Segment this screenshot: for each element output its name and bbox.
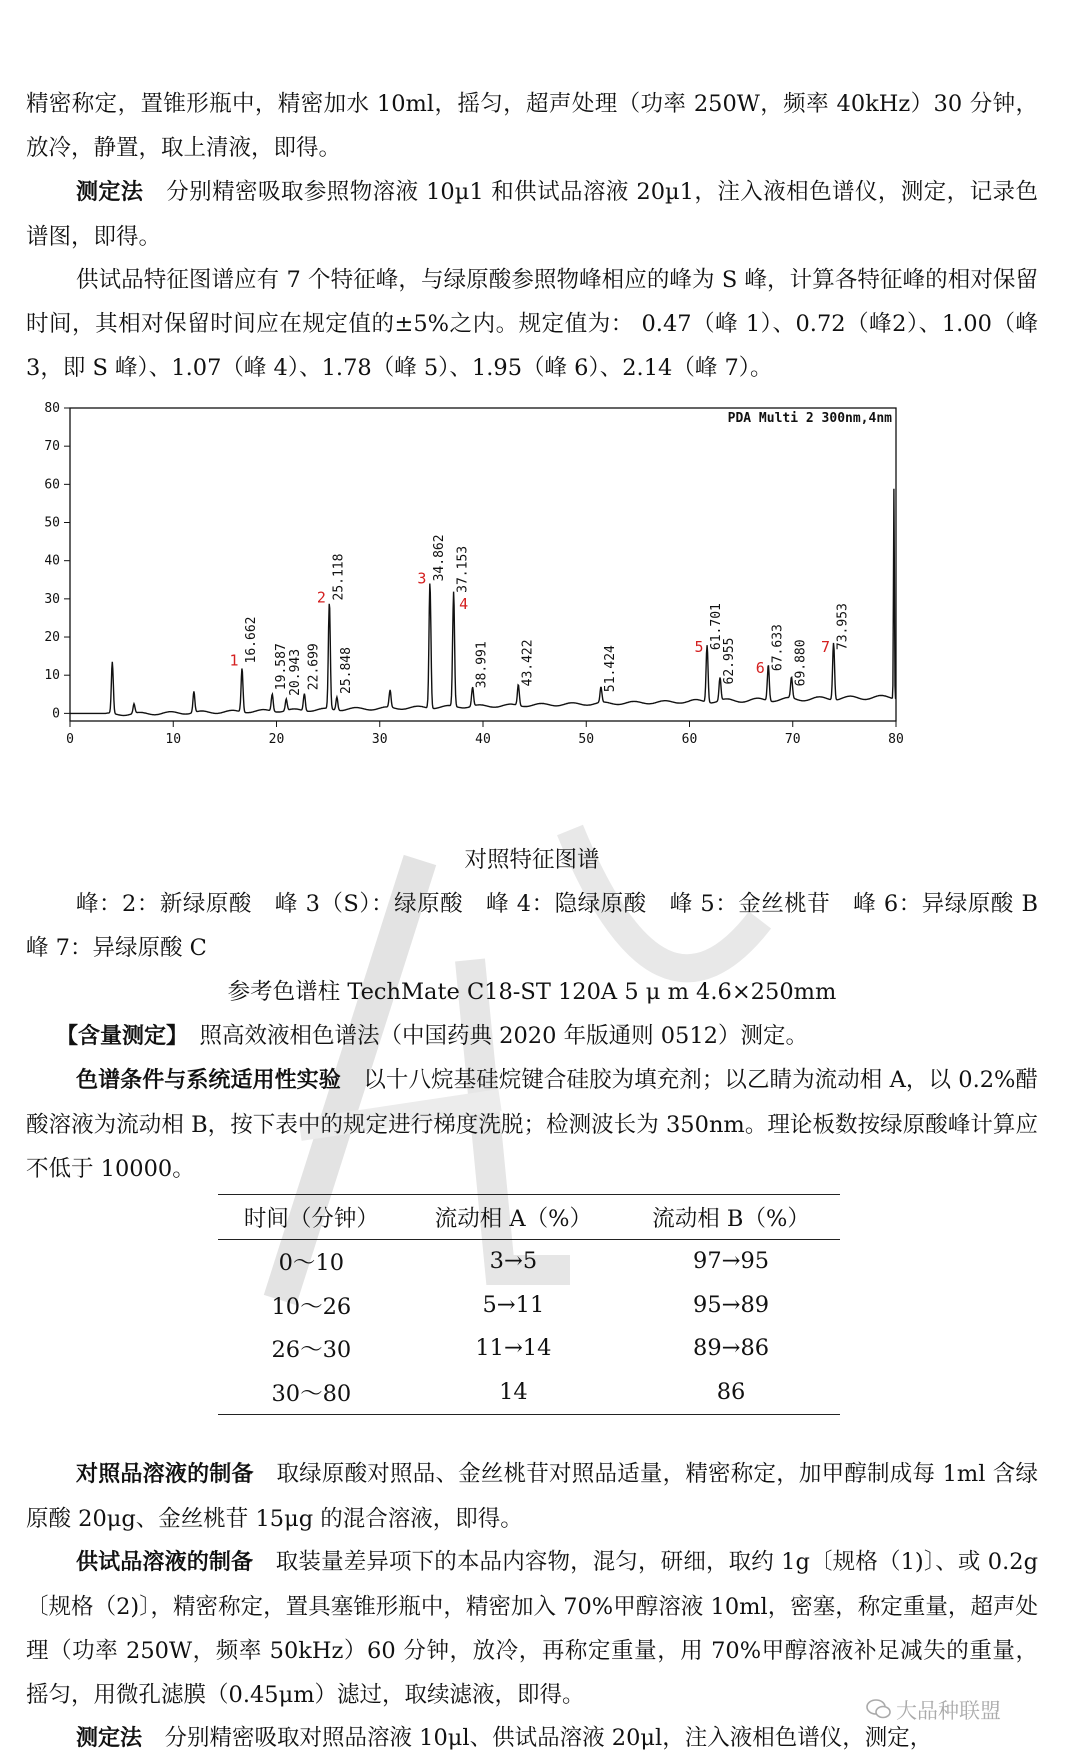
- source-watermark: 大品种联盟: [896, 1699, 1001, 1723]
- test-solution-text: 取装量差异项下的本品内容物，混匀，研细，取约 1g〔规格（1)〕、或 0.2g〔规格（2)〕，精密称定，置具塞锥形瓶中，精密加入 70%甲醇溶液 10ml，密塞，称定重量，超声处理（功率 250W，频率 50kHz）60 分钟，放冷，再称定重量，用 70%甲醇溶液补足减失的重量，摇匀，用微孔滤膜（0.45μm）滤过，取续滤液，即得。: [26, 1549, 1038, 1708]
- x-tick-label: 40: [475, 732, 491, 747]
- peak-rt-label: 20.943: [288, 648, 304, 696]
- peak-rt-label: 67.633: [770, 624, 786, 672]
- column-note: 参考色谱柱 TechMate C18-ST 120A 5 μ m 4.6×250mm: [227, 979, 837, 1005]
- measurement-text: 分别精密吸取对照品溶液 10μl、供试品溶液 20μl，注入液相色谱仪，测定，: [142, 1725, 933, 1751]
- chart-legend: PDA Multi 2 300nm,4nm: [727, 411, 892, 426]
- table-cell: 14: [499, 1378, 528, 1405]
- paragraph-measurement: [26, 1716, 1038, 1761]
- paragraph-extraction: 精密称定，置锥形瓶中，精密加水 10ml，摇匀，超声处理（功率 250W，频率 40kHz）30 分钟，放冷，静置，取上清液，即得。: [26, 91, 1038, 161]
- conditions-text: 以十八烷基硅烷键合硅胶为填充剂；以乙睛为流动相 A，以 0.2%醋酸溶液为流动相 B，按下表中的规定进行梯度洗脱；检测波长为 350nm。理论板数按绿原酸峰计算应不低于 10000。: [26, 1067, 1038, 1182]
- table-header-row: [218, 1195, 840, 1240]
- peak-rt-label: 62.955: [722, 637, 738, 685]
- reference-solution-text: 取绿原酸对照品、金丝桃苷对照品适量，精密称定，加甲醇制成每 1ml 含绿原酸 20μg、金丝桃苷 15μg 的混合溶液，即得。: [26, 1461, 1038, 1532]
- table-row: [218, 1283, 840, 1327]
- table-cell: 86: [716, 1378, 746, 1405]
- table-cell: 89→86: [693, 1335, 770, 1362]
- y-tick-label: 70: [44, 439, 60, 455]
- x-tick-label: 80: [888, 732, 904, 747]
- paragraph-test-solution: [26, 1540, 1038, 1717]
- paragraph-peaks-requirement: 供试品特征图谱应有 7 个特征峰，与绿原酸参照物峰相应的峰为 S 峰，计算各特征峰的相对保留时间，其相对保留时间应在规定值的±5%之内。规定值为： 0.47（峰 1）、0.72（峰2）、1.00（峰 3，即 S 峰）、1.07（峰 4）、1.78（峰 5）、1.95（峰 6）、2.14（峰 7）。: [26, 267, 1038, 381]
- y-tick-label: 20: [44, 630, 60, 646]
- table-header-time: 时间（分钟）: [243, 1205, 379, 1232]
- table-cell: 3→5: [489, 1248, 538, 1275]
- reference-solution-label: 对照品溶液的制备: [76, 1462, 254, 1487]
- table-row: [218, 1327, 840, 1371]
- y-tick-label: 60: [44, 477, 60, 493]
- gradient-table: [218, 1194, 840, 1415]
- peak-rt-label: 43.422: [520, 639, 536, 687]
- peak-number-label: 2: [316, 588, 326, 607]
- x-tick-label: 10: [165, 732, 182, 747]
- peak-rt-label: 69.880: [793, 639, 809, 687]
- paragraph-content-assay: [26, 1014, 1038, 1059]
- chart-caption: 对照特征图谱: [464, 847, 600, 873]
- peak-rt-label: 38.991: [474, 641, 490, 689]
- peak-rt-label: 34.862: [431, 534, 447, 582]
- x-tick-label: 70: [784, 732, 801, 747]
- peak-number-label: 4: [459, 594, 469, 613]
- table-cell: 5→11: [482, 1291, 545, 1318]
- wechat-icon: [866, 1698, 892, 1720]
- peak-rt-label: 19.587: [274, 643, 290, 691]
- test-solution-label: 供试品溶液的制备: [76, 1550, 254, 1575]
- peak-rt-label: 16.662: [244, 616, 260, 664]
- table-row: [218, 1239, 840, 1283]
- peak-rt-label: 25.848: [338, 647, 354, 695]
- measurement-label: 测定法: [76, 1726, 143, 1751]
- table-row: [218, 1370, 840, 1414]
- peak-number-label: 1: [229, 651, 239, 670]
- y-tick-label: 30: [44, 591, 60, 607]
- peak-number-label: 6: [755, 659, 765, 678]
- table-cell: 30～80: [271, 1380, 352, 1407]
- x-tick-label: 30: [371, 732, 388, 747]
- y-tick-label: 10: [44, 668, 60, 684]
- peak-rt-label: 73.953: [835, 603, 851, 651]
- x-tick-label: 0: [66, 732, 74, 747]
- peak-rt-label: 22.699: [306, 643, 322, 691]
- content-assay-text: 照高效液相色谱法（中国药典 2020 年版通则 0512）测定。: [177, 1023, 808, 1049]
- peak-rt-label: 51.424: [602, 645, 618, 693]
- table-header-phase-b: 流动相 B（%）: [652, 1205, 810, 1232]
- peak-rt-label: 25.118: [331, 553, 347, 601]
- chromatogram-chart: [22, 396, 1022, 821]
- y-tick-label: 0: [52, 706, 60, 722]
- table-cell: 0～10: [278, 1250, 345, 1277]
- peak-rt-label: 61.701: [709, 603, 725, 651]
- paragraph-reference-solution: [26, 1452, 1038, 1541]
- method-label: 测定法: [76, 180, 144, 205]
- paragraph-conditions: [26, 1058, 1038, 1191]
- table-header-phase-a: 流动相 A（%）: [434, 1205, 593, 1232]
- x-tick-label: 20: [268, 732, 285, 747]
- x-tick-label: 60: [681, 732, 698, 747]
- y-tick-label: 50: [44, 515, 60, 531]
- paragraph-method: [26, 170, 1038, 259]
- table-cell: 95→89: [693, 1291, 770, 1318]
- table-cell: 26～30: [271, 1337, 352, 1364]
- peak-number-label: 3: [417, 569, 427, 588]
- table-cell: 10～26: [271, 1293, 352, 1320]
- content-assay-label: 【含量测定】: [56, 1024, 178, 1049]
- peak-number-label: 5: [694, 638, 704, 657]
- table-cell: 97→95: [693, 1248, 770, 1275]
- peaks-legend-note: 峰：2：新绿原酸 峰 3（S）：绿原酸 峰 4：隐绿原酸 峰 5：金丝桃苷 峰 6：异绿原酸 B 峰 7：异绿原酸 C: [26, 891, 1061, 961]
- table-cell: 11→14: [475, 1335, 552, 1362]
- y-tick-label: 80: [44, 401, 60, 416]
- method-text: 分别精密吸取参照物溶液 10µ1 和供试品溶液 20µ1，注入液相色谱仪，测定，记录色谱图，即得。: [26, 179, 1038, 250]
- conditions-label: 色谱条件与系统适用性实验: [76, 1068, 341, 1093]
- y-tick-label: 40: [44, 553, 60, 569]
- peak-rt-label: 37.153: [455, 545, 471, 593]
- x-tick-label: 50: [578, 732, 595, 747]
- peak-number-label: 7: [821, 638, 831, 657]
